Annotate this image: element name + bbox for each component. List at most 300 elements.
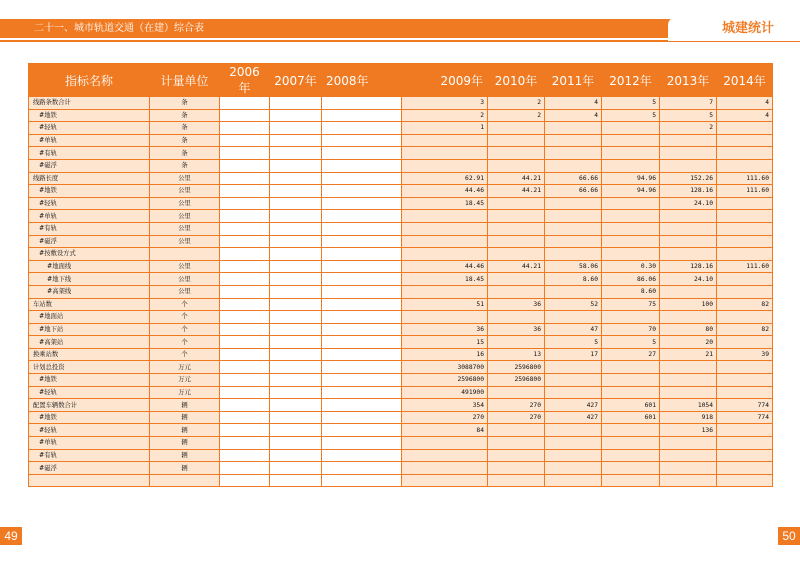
unit-cell: 公里 [150, 235, 220, 248]
value-cell [220, 222, 270, 235]
section-title: 城建统计 [721, 21, 774, 36]
value-cell: 66.66 [545, 185, 602, 198]
value-cell: 21 [660, 348, 717, 361]
value-cell [322, 298, 402, 311]
column-header: 计量单位 [150, 64, 220, 97]
table-row [29, 361, 773, 374]
value-cell [660, 311, 717, 324]
value-cell [220, 210, 270, 223]
value-cell [602, 122, 660, 135]
value-cell [220, 411, 270, 424]
value-cell: 4 [545, 97, 602, 110]
indicator-name-cell: 线路条数合计 [29, 97, 150, 110]
column-header: 指标名称 [29, 64, 150, 97]
unit-cell: 辆 [150, 424, 220, 437]
value-cell [220, 235, 270, 248]
value-cell [220, 311, 270, 324]
table-row [29, 159, 773, 172]
value-cell: 774 [717, 411, 773, 424]
value-cell: 136 [660, 424, 717, 437]
indicator-name-cell: #地铁 [29, 185, 150, 198]
indicator-name-cell: #磁浮 [29, 462, 150, 475]
value-cell: 3088700 [402, 361, 488, 374]
value-cell [220, 298, 270, 311]
value-cell [402, 474, 488, 487]
value-cell [545, 122, 602, 135]
value-cell [717, 361, 773, 374]
value-cell [322, 248, 402, 261]
table-row [29, 235, 773, 248]
indicator-name-cell: 车站数 [29, 298, 150, 311]
value-cell [270, 462, 322, 475]
value-cell: 4 [545, 109, 602, 122]
unit-cell: 公里 [150, 285, 220, 298]
value-cell: 36 [488, 323, 545, 336]
value-cell: 18.45 [402, 273, 488, 286]
value-cell [322, 159, 402, 172]
value-cell [220, 386, 270, 399]
value-cell [322, 474, 402, 487]
value-cell [402, 285, 488, 298]
value-cell [270, 197, 322, 210]
value-cell [545, 248, 602, 261]
value-cell [717, 449, 773, 462]
value-cell [488, 222, 545, 235]
value-cell [270, 361, 322, 374]
value-cell [220, 134, 270, 147]
value-cell: 52 [545, 298, 602, 311]
value-cell: 24.10 [660, 197, 717, 210]
column-header: 2012年 [602, 64, 660, 97]
unit-cell: 公里 [150, 197, 220, 210]
value-cell: 86.06 [602, 273, 660, 286]
value-cell [488, 336, 545, 349]
unit-cell: 辆 [150, 462, 220, 475]
page-title: 二十一、城市轨道交通（在建）综合表 [34, 23, 204, 34]
value-cell [545, 235, 602, 248]
unit-cell: 条 [150, 159, 220, 172]
value-cell [602, 210, 660, 223]
value-cell [602, 222, 660, 235]
value-cell: 128.16 [660, 260, 717, 273]
value-cell [270, 474, 322, 487]
value-cell [322, 185, 402, 198]
value-cell [488, 248, 545, 261]
value-cell: 17 [545, 348, 602, 361]
indicator-name-cell: #地铁 [29, 109, 150, 122]
column-header: 2009年 [402, 64, 488, 97]
value-cell: 270 [488, 411, 545, 424]
table-row [29, 323, 773, 336]
value-cell: 4 [717, 97, 773, 110]
value-cell [270, 449, 322, 462]
page-number-left: 49 [0, 527, 22, 545]
value-cell [322, 462, 402, 475]
value-cell: 44.21 [488, 172, 545, 185]
indicator-name-cell: #按敷设方式 [29, 248, 150, 261]
value-cell: 51 [402, 298, 488, 311]
value-cell [270, 134, 322, 147]
value-cell: 427 [545, 399, 602, 412]
unit-cell: 万元 [150, 386, 220, 399]
indicator-name-cell: #轻轨 [29, 122, 150, 135]
value-cell [488, 437, 545, 450]
unit-cell: 公里 [150, 172, 220, 185]
value-cell: 2 [402, 109, 488, 122]
unit-cell: 条 [150, 97, 220, 110]
value-cell [270, 424, 322, 437]
unit-cell: 个 [150, 298, 220, 311]
value-cell [220, 248, 270, 261]
value-cell [322, 411, 402, 424]
value-cell [717, 273, 773, 286]
value-cell [270, 386, 322, 399]
value-cell [488, 235, 545, 248]
value-cell [322, 260, 402, 273]
unit-cell: 个 [150, 323, 220, 336]
indicator-name-cell: #轻轨 [29, 386, 150, 399]
indicator-name-cell: #地下线 [29, 273, 150, 286]
value-cell [660, 159, 717, 172]
value-cell: 2596800 [488, 361, 545, 374]
value-cell: 16 [402, 348, 488, 361]
value-cell [660, 134, 717, 147]
value-cell [322, 122, 402, 135]
value-cell [717, 159, 773, 172]
value-cell [402, 222, 488, 235]
table-row [29, 449, 773, 462]
value-cell: 20 [660, 336, 717, 349]
value-cell [602, 235, 660, 248]
value-cell: 1 [402, 122, 488, 135]
value-cell: 5 [602, 97, 660, 110]
value-cell [270, 336, 322, 349]
value-cell [270, 210, 322, 223]
value-cell: 47 [545, 323, 602, 336]
unit-cell [150, 474, 220, 487]
value-cell [717, 134, 773, 147]
value-cell: 36 [488, 298, 545, 311]
value-cell: 601 [602, 411, 660, 424]
value-cell [270, 248, 322, 261]
value-cell [270, 122, 322, 135]
unit-cell: 辆 [150, 449, 220, 462]
value-cell [602, 462, 660, 475]
value-cell [488, 122, 545, 135]
indicator-name-cell: 换乘站数 [29, 348, 150, 361]
value-cell: 62.91 [402, 172, 488, 185]
value-cell [545, 361, 602, 374]
value-cell [322, 311, 402, 324]
value-cell [270, 159, 322, 172]
unit-cell: 公里 [150, 210, 220, 223]
indicator-name-cell: #高架站 [29, 336, 150, 349]
value-cell [717, 248, 773, 261]
value-cell [220, 260, 270, 273]
value-cell [717, 222, 773, 235]
value-cell [402, 449, 488, 462]
unit-cell: 公里 [150, 273, 220, 286]
value-cell [545, 222, 602, 235]
value-cell [545, 374, 602, 387]
value-cell [270, 273, 322, 286]
value-cell [488, 197, 545, 210]
value-cell [220, 97, 270, 110]
header-bar [0, 0, 800, 44]
indicator-name-cell: #有轨 [29, 449, 150, 462]
value-cell: 2 [660, 122, 717, 135]
value-cell [270, 311, 322, 324]
value-cell [220, 336, 270, 349]
table-row [29, 374, 773, 387]
column-header: 2007年 [270, 64, 322, 97]
value-cell: 82 [717, 298, 773, 311]
indicator-name-cell: #地面站 [29, 311, 150, 324]
table-row [29, 386, 773, 399]
unit-cell: 条 [150, 122, 220, 135]
value-cell [717, 386, 773, 399]
value-cell: 152.26 [660, 172, 717, 185]
value-cell: 84 [402, 424, 488, 437]
value-cell [660, 437, 717, 450]
value-cell [322, 109, 402, 122]
column-header: 2008年 [322, 64, 402, 97]
value-cell [322, 97, 402, 110]
value-cell [220, 437, 270, 450]
value-cell [220, 462, 270, 475]
value-cell: 0.30 [602, 260, 660, 273]
value-cell [220, 122, 270, 135]
value-cell [545, 449, 602, 462]
column-header: 2014年 [717, 64, 773, 97]
value-cell [402, 437, 488, 450]
value-cell [220, 361, 270, 374]
value-cell [717, 210, 773, 223]
value-cell [220, 197, 270, 210]
unit-cell: 公里 [150, 222, 220, 235]
value-cell [322, 399, 402, 412]
value-cell: 270 [402, 411, 488, 424]
value-cell: 44.46 [402, 185, 488, 198]
value-cell [660, 474, 717, 487]
column-header: 2011年 [545, 64, 602, 97]
value-cell: 80 [660, 323, 717, 336]
unit-cell: 个 [150, 348, 220, 361]
value-cell [488, 273, 545, 286]
value-cell [717, 437, 773, 450]
value-cell [488, 134, 545, 147]
value-cell: 44.21 [488, 185, 545, 198]
indicator-name-cell: #轻轨 [29, 197, 150, 210]
value-cell: 94.96 [602, 185, 660, 198]
value-cell: 94.96 [602, 172, 660, 185]
value-cell: 111.60 [717, 260, 773, 273]
value-cell [717, 462, 773, 475]
value-cell [270, 172, 322, 185]
value-cell [488, 210, 545, 223]
value-cell [660, 386, 717, 399]
value-cell [220, 147, 270, 160]
value-cell [322, 449, 402, 462]
value-cell: 39 [717, 348, 773, 361]
value-cell: 128.16 [660, 185, 717, 198]
value-cell [545, 386, 602, 399]
value-cell: 100 [660, 298, 717, 311]
value-cell [402, 134, 488, 147]
value-cell [545, 159, 602, 172]
value-cell [270, 222, 322, 235]
table-row [29, 210, 773, 223]
value-cell [717, 311, 773, 324]
value-cell [488, 449, 545, 462]
value-cell [660, 248, 717, 261]
table-row [29, 222, 773, 235]
value-cell [660, 147, 717, 160]
table-row [29, 298, 773, 311]
table-row [29, 474, 773, 487]
value-cell: 2596800 [488, 374, 545, 387]
value-cell: 5 [545, 336, 602, 349]
table-row [29, 273, 773, 286]
value-cell: 8.60 [545, 273, 602, 286]
value-cell [402, 235, 488, 248]
table-row [29, 336, 773, 349]
value-cell [220, 348, 270, 361]
value-cell [660, 462, 717, 475]
value-cell [402, 462, 488, 475]
value-cell [660, 235, 717, 248]
unit-cell: 辆 [150, 411, 220, 424]
value-cell [270, 411, 322, 424]
value-cell [602, 386, 660, 399]
value-cell [488, 311, 545, 324]
value-cell: 5 [660, 109, 717, 122]
value-cell [488, 424, 545, 437]
value-cell [402, 311, 488, 324]
value-cell: 15 [402, 336, 488, 349]
value-cell [270, 109, 322, 122]
table-row [29, 424, 773, 437]
indicator-name-cell: #磁浮 [29, 159, 150, 172]
value-cell [660, 449, 717, 462]
unit-cell: 辆 [150, 399, 220, 412]
value-cell [270, 399, 322, 412]
unit-cell: 条 [150, 109, 220, 122]
value-cell [220, 399, 270, 412]
value-cell: 5 [602, 336, 660, 349]
value-cell [717, 336, 773, 349]
table-row [29, 147, 773, 160]
value-cell [220, 323, 270, 336]
value-cell: 5 [602, 109, 660, 122]
value-cell: 2 [488, 109, 545, 122]
value-cell [220, 109, 270, 122]
table-row [29, 462, 773, 475]
value-cell: 774 [717, 399, 773, 412]
value-cell [220, 285, 270, 298]
value-cell [545, 311, 602, 324]
table-header-row [29, 64, 773, 97]
column-header: 2013年 [660, 64, 717, 97]
indicator-name-cell: 线路长度 [29, 172, 150, 185]
table-row [29, 172, 773, 185]
indicator-name-cell: 计划总投资 [29, 361, 150, 374]
value-cell [220, 374, 270, 387]
table-row [29, 311, 773, 324]
value-cell [220, 449, 270, 462]
table-row [29, 97, 773, 110]
value-cell: 2 [488, 97, 545, 110]
value-cell [717, 424, 773, 437]
value-cell [717, 285, 773, 298]
unit-cell: 条 [150, 134, 220, 147]
value-cell [322, 222, 402, 235]
indicator-name-cell: #地铁 [29, 374, 150, 387]
value-cell [660, 222, 717, 235]
value-cell [602, 197, 660, 210]
value-cell [270, 437, 322, 450]
table-row [29, 411, 773, 424]
unit-cell: 公里 [150, 185, 220, 198]
value-cell: 7 [660, 97, 717, 110]
value-cell [322, 374, 402, 387]
value-cell [220, 185, 270, 198]
value-cell [322, 273, 402, 286]
value-cell: 82 [717, 323, 773, 336]
table-row [29, 260, 773, 273]
value-cell [602, 437, 660, 450]
table-row [29, 185, 773, 198]
value-cell [322, 361, 402, 374]
value-cell [660, 374, 717, 387]
value-cell [270, 285, 322, 298]
column-header: 2010年 [488, 64, 545, 97]
value-cell [660, 210, 717, 223]
indicator-name-cell [29, 474, 150, 487]
value-cell [545, 462, 602, 475]
value-cell [660, 361, 717, 374]
value-cell [270, 260, 322, 273]
statistics-table [28, 63, 773, 487]
unit-cell: 万元 [150, 374, 220, 387]
indicator-name-cell: #有轨 [29, 222, 150, 235]
value-cell [322, 134, 402, 147]
value-cell: 111.60 [717, 172, 773, 185]
value-cell: 270 [488, 399, 545, 412]
indicator-name-cell: 配置车辆数合计 [29, 399, 150, 412]
value-cell [545, 197, 602, 210]
table-row [29, 109, 773, 122]
value-cell [545, 437, 602, 450]
value-cell [322, 323, 402, 336]
value-cell [322, 147, 402, 160]
value-cell: 427 [545, 411, 602, 424]
value-cell [488, 159, 545, 172]
value-cell [660, 285, 717, 298]
table-row [29, 197, 773, 210]
value-cell: 44.21 [488, 260, 545, 273]
indicator-name-cell: #轻轨 [29, 424, 150, 437]
value-cell [220, 159, 270, 172]
value-cell [270, 323, 322, 336]
value-cell [602, 449, 660, 462]
value-cell [545, 424, 602, 437]
value-cell: 491900 [402, 386, 488, 399]
value-cell: 44.46 [402, 260, 488, 273]
value-cell [220, 474, 270, 487]
value-cell [602, 361, 660, 374]
value-cell [220, 424, 270, 437]
